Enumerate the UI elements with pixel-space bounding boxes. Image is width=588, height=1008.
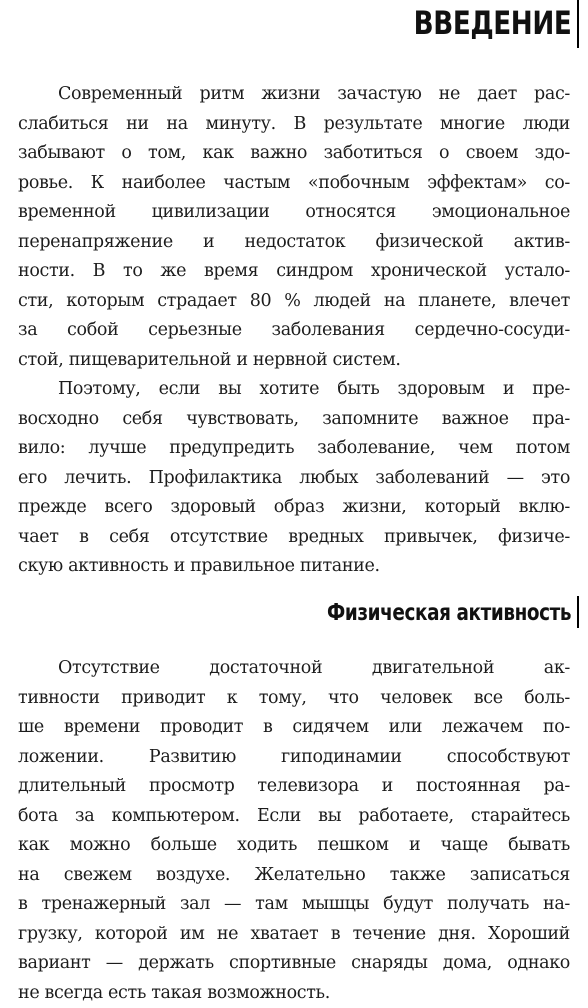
text-line: как можно больше ходить пешком и чаще бывать — [18, 831, 570, 861]
heading-rule-section — [577, 596, 579, 628]
text-line: прежде всего здоровый образ жизни, который вклю- — [18, 493, 570, 523]
text-line: Отсутствие достаточной двигательной ак- — [18, 654, 570, 684]
chapter-title: ВВЕДЕНИЕ — [413, 4, 571, 42]
text-line: за собой серьезные заболевания сердечно-сосуди- — [18, 316, 570, 346]
text-line: восходно себя чувствовать, запомните важное пра- — [18, 405, 570, 435]
text-line: длительный просмотр телевизора и постоянная ра- — [18, 772, 570, 802]
text-line: временной цивилизации относятся эмоциональное — [18, 198, 570, 228]
text-line: забывают о том, как важно заботиться о своем здо- — [18, 139, 570, 169]
text-line: ше времени проводит в сидячем или лежачем по- — [18, 713, 570, 743]
text-line: сти, которым страдает 80 % людей на планете, влечет — [18, 287, 570, 317]
text-line: на свежем воздухе. Желательно также записаться — [18, 861, 570, 891]
text-line: стой, пищеварительной и нервной систем. — [18, 346, 570, 376]
text-line: Поэтому, если вы хотите быть здоровым и пре- — [18, 375, 570, 405]
text-line: ложении. Развитию гиподинамии способствуют — [18, 743, 570, 773]
section-title: Физическая активность — [327, 600, 571, 626]
text-line: ности. В то же время синдром хронической устало- — [18, 257, 570, 287]
text-line: скую активность и правильное питание. — [18, 552, 570, 582]
text-line: тивности приводит к тому, что человек все боль- — [18, 684, 570, 714]
text-line: чает в себя отсутствие вредных привычек, физиче- — [18, 523, 570, 553]
text-line: слабиться ни на минуту. В результате многие люди — [18, 110, 570, 140]
text-line: ровье. К наиболее частым «побочным эффектам» со- — [18, 169, 570, 199]
text-line: в тренажерный зал — там мышцы будут получать на- — [18, 890, 570, 920]
text-line: его лечить. Профилактика любых заболеваний — это — [18, 464, 570, 494]
intro-text — [18, 80, 570, 582]
text-line: вариант — держать спортивные снаряды дома, однако — [18, 949, 570, 979]
text-line: Современный ритм жизни зачастую не дает рас- — [18, 80, 570, 110]
text-line: бота за компьютером. Если вы работаете, старайтесь — [18, 802, 570, 832]
text-line: перенапряжение и недостаток физической актив- — [18, 228, 570, 258]
heading-rule-top — [577, 0, 579, 48]
section-text — [18, 654, 570, 1008]
text-line: грузку, которой им не хватает в течение дня. Хороший — [18, 920, 570, 950]
text-line: вило: лучше предупредить заболевание, чем потом — [18, 434, 570, 464]
text-line: не всегда есть такая возможность. — [18, 979, 570, 1008]
